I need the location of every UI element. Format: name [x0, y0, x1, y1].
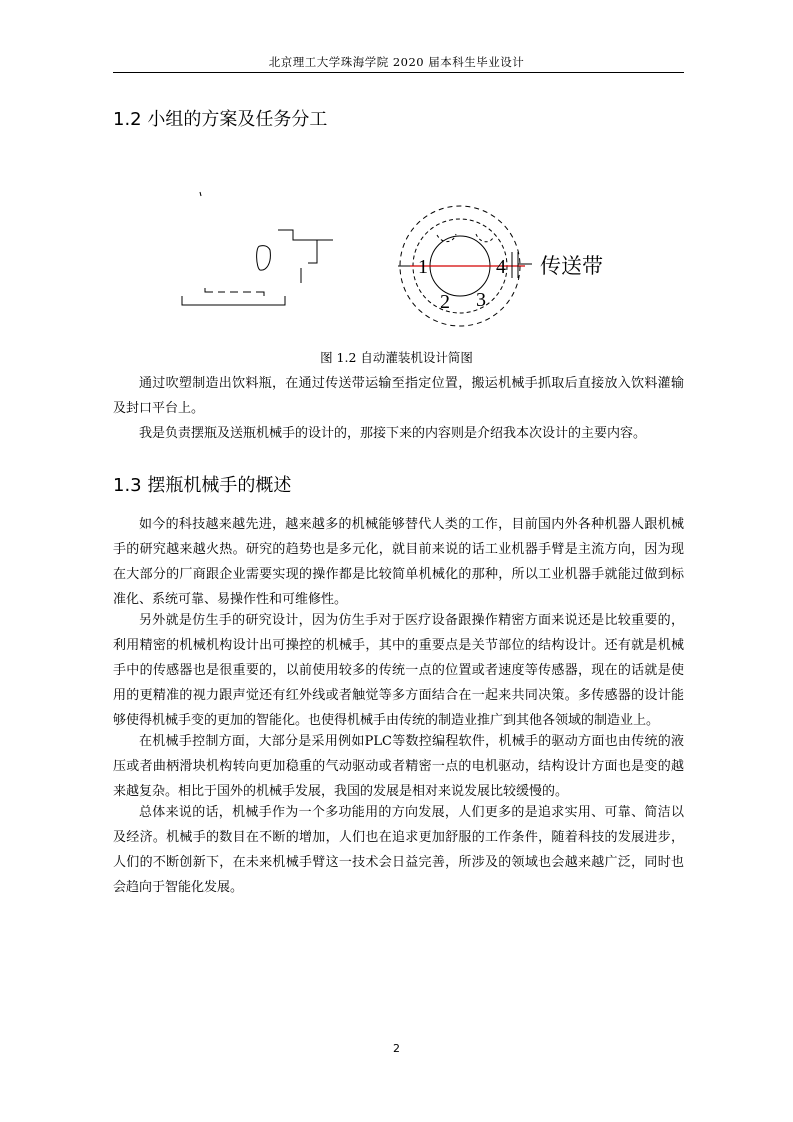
- conveyor-label: 传送带: [540, 254, 603, 278]
- paragraph: 我是负责摆瓶及送瓶机械手的设计的，那接下来的内容则是介绍我本次设计的主要内容。: [139, 426, 647, 441]
- bottle-blowing-station: [182, 192, 333, 305]
- paragraph: 在机械手控制方面，大部分是采用例如PLC等数控编程软件，机械手的驱动方面也由传统的液压或者曲柄滑块机构转向更加稳重的气动驱动或者精密一点的电机驱动，结构设计方面也是变的越来越复杂。相比于国外的机械手发展，我国的发展是相对来说发展比较缓慢的。: [113, 734, 684, 799]
- page-number: 2: [393, 1042, 400, 1055]
- station-label-2: 2: [440, 291, 450, 313]
- station-label-3: 3: [476, 289, 486, 311]
- paragraph: 通过吹塑制造出饮料瓶，在通过传送带运输至指定位置，搬运机械手抓取后直接放入饮料灌输及封口平台上。: [113, 376, 684, 416]
- page-header: 北京理工大学珠海学院 2020 届本科生毕业设计: [268, 55, 525, 69]
- paragraph: 总体来说的话，机械手作为一个多功能用的方向发展，人们更多的是追求实用、可靠、简洁以及经济。机械手的数目在不断的增加，人们也在追求更加舒服的工作条件，随着科技的发展进步，人们的不断创新下，在未来机械手臂这一技术会日益完善，所涉及的领域也会越来越广泛，同时也会趋向于智能化发展。: [113, 805, 684, 895]
- station-label-4: 4: [496, 256, 506, 278]
- station-label-1: 1: [418, 256, 428, 278]
- figure-caption: 图 1.2 自动灌装机设计简图: [320, 350, 473, 365]
- paragraph: 如今的科技越来越先进，越来越多的机械能够替代人类的工作，目前国内外各种机器人跟机械手的研究越来越火热。研究的趋势也是多元化，就目前来说的话工业机器手臂是主流方向，因为现在大部分的厂商跟企业需要实现的操作都是比较简单机械化的那种，所以工业机器手就能过做到标准化、系统可靠、易操作性和可维修性。: [113, 517, 684, 607]
- header-rule: [113, 72, 684, 73]
- section-title-1-3: 1.3 摆瓶机械手的概述: [113, 475, 292, 496]
- filling-machine-diagram: [160, 178, 630, 338]
- section-title-1-2: 1.2 小组的方案及任务分工: [113, 109, 328, 130]
- paragraph: 另外就是仿生手的研究设计，因为仿生手对于医疗设备跟操作精密方面来说还是比较重要的，利用精密的机械机构设计出可操控的机械手，其中的重要点是关节部位的结构设计。还有就是机械手中的传感器也是很重要的，以前使用较多的传统一点的位置或者速度等传感器，现在的话就是使用的更精准的视力跟声觉还有红外线或者触觉等多方面结合在一起来共同决策。多传感器的设计能够使得机械手变的更加的智能化。也使得机械手由传统的制造业推广到其他各领域的制造业上。: [113, 613, 684, 728]
